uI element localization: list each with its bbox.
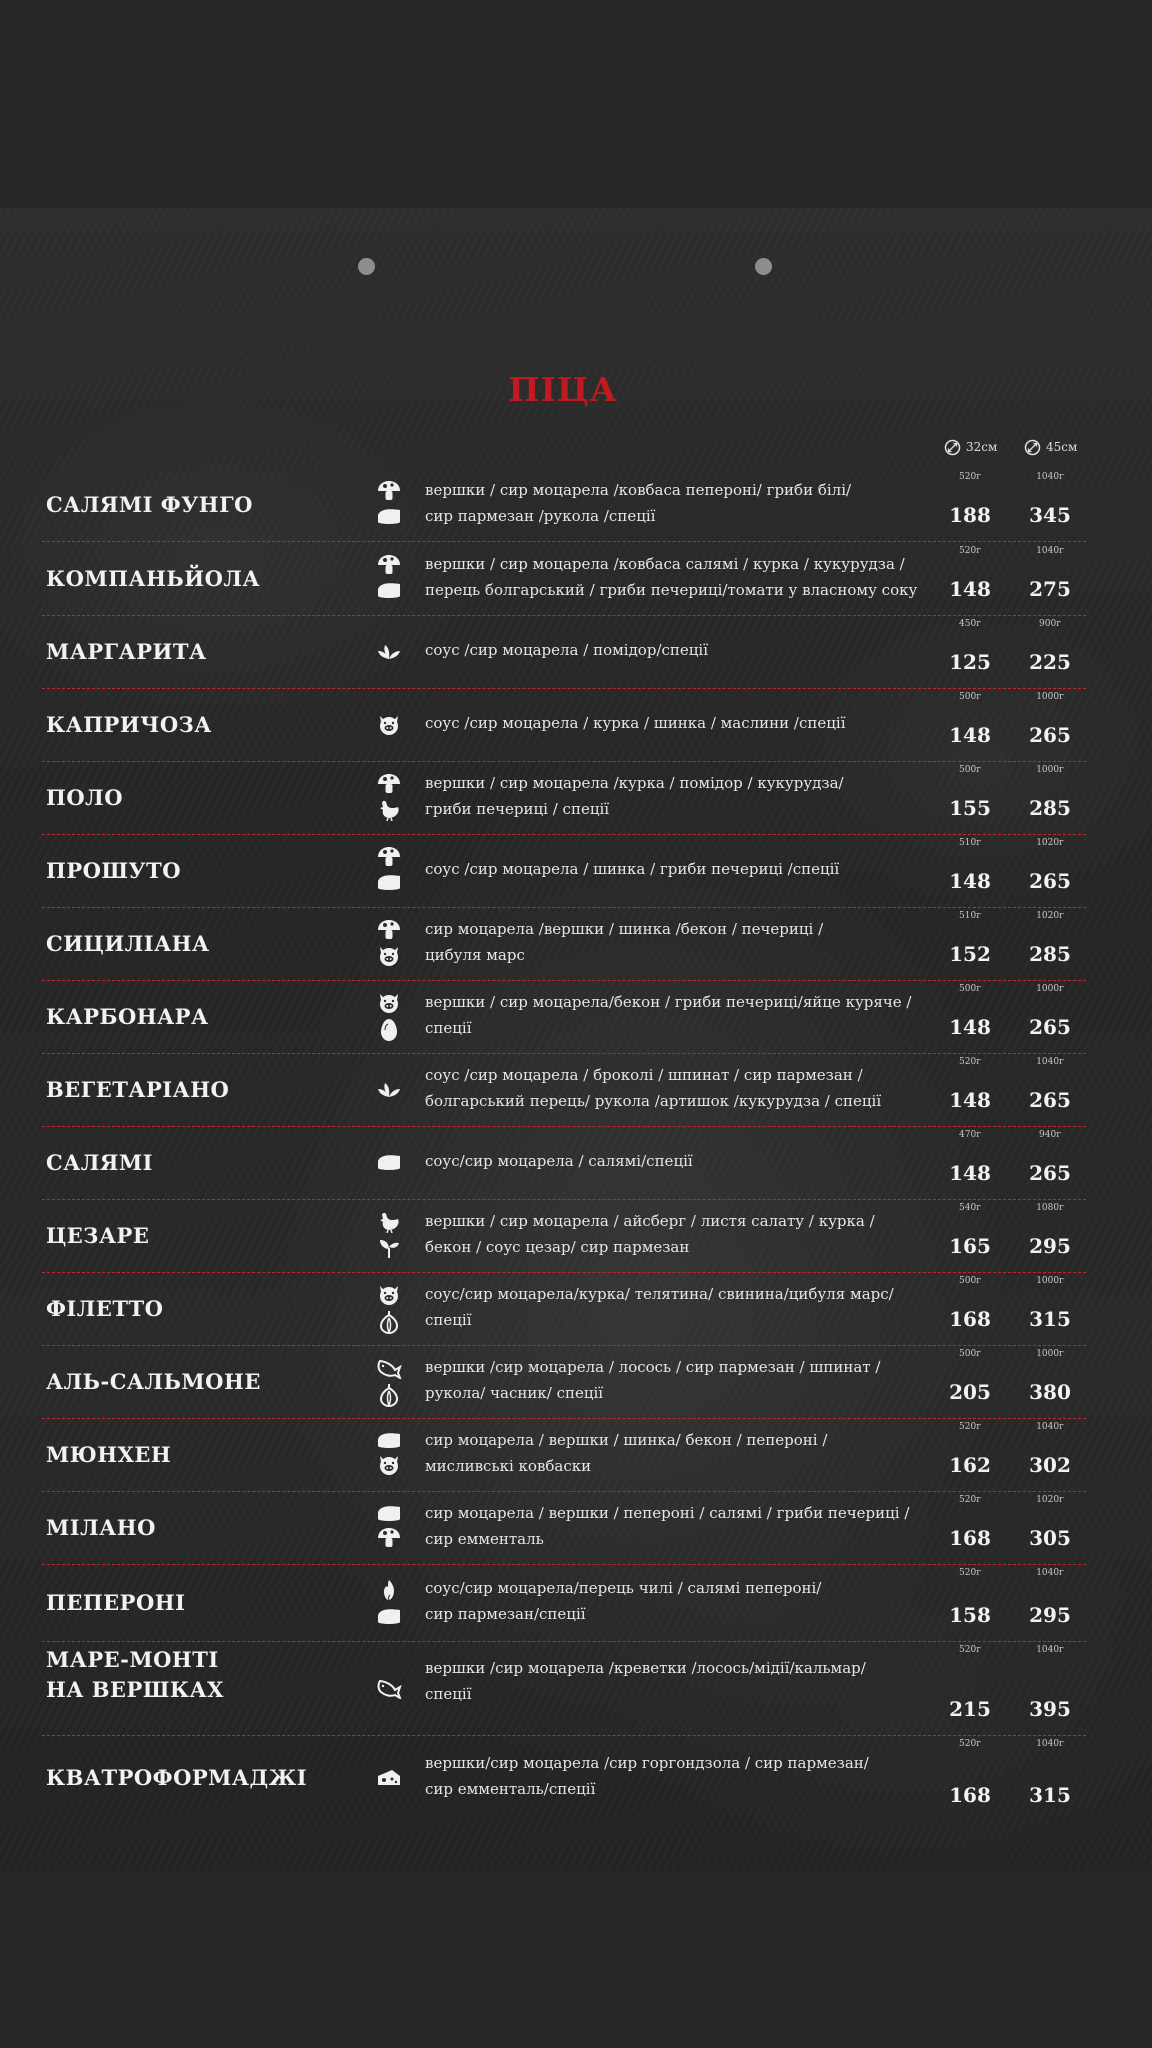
- price-small: 152: [949, 942, 991, 966]
- weight-large: 1040г: [1036, 1057, 1064, 1067]
- egg-icon: [378, 1018, 400, 1042]
- menu-item: [42, 834, 1086, 908]
- item-description: [425, 1208, 945, 1260]
- item-icons: [374, 1211, 404, 1259]
- item-description-line: вершки/сир моцарела /сир горгондзола / сир пармезан/: [425, 1754, 869, 1772]
- item-icons: [374, 992, 404, 1042]
- item-name: [46, 1645, 224, 1705]
- weight-large: 1040г: [1036, 1645, 1064, 1655]
- fish-icon: [376, 1677, 402, 1699]
- menu-item: [42, 1491, 1086, 1565]
- cheese-icon: [376, 1430, 402, 1450]
- price-small: 158: [949, 1603, 991, 1627]
- item-name: САЛЯМІ ФУНГО: [46, 491, 253, 517]
- price-large: 275: [1029, 577, 1071, 601]
- mushroom-icon: [376, 554, 402, 576]
- item-description: [425, 989, 945, 1041]
- item-description: [425, 477, 945, 529]
- weight-large: 1040г: [1036, 1422, 1064, 1432]
- price-large: 265: [1029, 1161, 1071, 1185]
- item-description: [425, 1575, 945, 1627]
- item-name: МЮНХЕН: [46, 1441, 172, 1467]
- menu-item: [42, 1126, 1086, 1200]
- price-large: 380: [1029, 1380, 1071, 1404]
- item-description-line: сир пармезан/спецiї: [425, 1604, 586, 1623]
- menu-item: [42, 688, 1086, 762]
- menu-item: [42, 980, 1086, 1054]
- price-small: 205: [949, 1380, 991, 1404]
- weight-small: 520г: [959, 1739, 981, 1749]
- cheese-icon: [376, 872, 402, 892]
- item-icons: [374, 773, 404, 821]
- item-description-line: цибуля марс: [425, 945, 525, 964]
- weight-large: 1080г: [1036, 1203, 1064, 1213]
- item-icons: [374, 1503, 404, 1549]
- item-description-line: вершки / сир моцарела /ковбаса салямi / курка / кукурудза /: [425, 554, 905, 573]
- item-description-line: сир моцарела / вершки / шинка/ бекон / пеперонi /: [425, 1430, 828, 1449]
- pig-icon: [376, 714, 402, 736]
- mushroom-icon: [376, 919, 402, 941]
- item-icons: [374, 919, 404, 967]
- chicken-icon: [376, 1211, 402, 1233]
- menu-item: [42, 1641, 1086, 1736]
- garlic-icon: [378, 1383, 400, 1407]
- item-description-line: сир пармезан /рукола /спецiї: [425, 506, 656, 525]
- item-description-line: вершки / сир моцарела/бекон / гриби печерицi/яйце куряче /: [425, 992, 912, 1011]
- item-description-line: рукола/ часник/ спецiї: [425, 1383, 604, 1402]
- item-description: [425, 1655, 945, 1707]
- item-description-line: перець болгарський / гриби печерицi/томати у власному соку: [425, 580, 918, 599]
- weight-large: 1000г: [1036, 1349, 1064, 1359]
- cheese-wedge-icon: [376, 1767, 402, 1787]
- item-description: [425, 1500, 945, 1552]
- item-name: ВЕГЕТАРIАНО: [46, 1076, 230, 1102]
- item-description-line: бекон / соус цезар/ сир пармезан: [425, 1237, 690, 1256]
- leaf-icon: [377, 1079, 401, 1099]
- cheese-icon: [376, 1503, 402, 1523]
- menu-item: [42, 1272, 1086, 1346]
- item-description-line: соус /сир моцарела / шинка / гриби печерицi /спецiї: [425, 859, 840, 878]
- item-description: [425, 710, 945, 736]
- item-description-line: мисливськi ковбаски: [425, 1456, 592, 1475]
- menu-item: [42, 1735, 1086, 1821]
- price-small: 148: [949, 1015, 991, 1039]
- menu-item: [42, 761, 1086, 835]
- cheese-icon: [376, 1152, 402, 1172]
- price-small: 188: [949, 503, 991, 527]
- menu-item: [42, 907, 1086, 981]
- item-description-line: гриби печерицi / спецiї: [425, 799, 610, 818]
- menu-item: [42, 615, 1086, 689]
- item-icons: [374, 1430, 404, 1476]
- weight-small: 520г: [959, 1422, 981, 1432]
- price-small: 148: [949, 1161, 991, 1185]
- item-name: АЛЬ-САЛЬМОНЕ: [46, 1368, 261, 1394]
- item-icons: [374, 1284, 404, 1334]
- weight-large: 1000г: [1036, 1276, 1064, 1286]
- size-large-label: 45см: [1046, 440, 1078, 454]
- item-description: [425, 916, 945, 968]
- price-small: 168: [949, 1307, 991, 1331]
- item-description-line: сир моцарела / вершки / пеперонi / салямi / гриби печерицi /: [425, 1503, 910, 1522]
- item-description: [425, 637, 945, 663]
- item-icons: [374, 846, 404, 892]
- weight-small: 500г: [959, 1349, 981, 1359]
- price-small: 148: [949, 577, 991, 601]
- item-description: [425, 1427, 945, 1479]
- price-large: 345: [1029, 503, 1071, 527]
- menu-item: [42, 1564, 1086, 1642]
- price-small: 168: [949, 1783, 991, 1807]
- pig-icon: [376, 945, 402, 967]
- pizza-size-icon: [944, 439, 961, 456]
- pizza-size-icon: [1024, 439, 1041, 456]
- weight-small: 510г: [959, 911, 981, 921]
- item-name: ПОЛО: [46, 784, 123, 810]
- item-description-line: вершки / сир моцарела /ковбаса пеперонi/ гриби бiлi/: [425, 480, 852, 499]
- mushroom-icon: [376, 846, 402, 868]
- price-large: 285: [1029, 796, 1071, 820]
- weight-large: 1020г: [1036, 911, 1064, 921]
- item-description-line: соус/сир моцарела/курка/ телятина/ свинина/цибуля марс/: [425, 1284, 894, 1303]
- item-description: [425, 1750, 945, 1802]
- price-small: 155: [949, 796, 991, 820]
- weight-small: 500г: [959, 1276, 981, 1286]
- item-description: [425, 1062, 945, 1114]
- weight-small: 470г: [959, 1130, 981, 1140]
- item-name: МIЛАНО: [46, 1514, 156, 1540]
- price-large: 225: [1029, 650, 1071, 674]
- item-icons: [374, 1152, 404, 1172]
- item-name: КАПРИЧОЗА: [46, 711, 212, 737]
- menu-item: [42, 1053, 1086, 1127]
- item-description: [425, 856, 945, 882]
- weight-large: 1040г: [1036, 1739, 1064, 1749]
- menu-board: [0, 208, 1152, 1870]
- price-small: 215: [949, 1697, 991, 1721]
- item-description-line: спецiї: [425, 1018, 472, 1037]
- chicken-icon: [376, 799, 402, 821]
- price-small: 125: [949, 650, 991, 674]
- menu-item: [42, 1345, 1086, 1419]
- price-small: 148: [949, 1088, 991, 1112]
- page-title: ПІЦА: [508, 370, 618, 409]
- item-name: КОМПАНЬЙОЛА: [46, 565, 261, 591]
- price-large: 305: [1029, 1526, 1071, 1550]
- item-name: ФIЛЕТТО: [46, 1295, 164, 1321]
- item-name: МАРГАРИТА: [46, 638, 207, 664]
- price-large: 295: [1029, 1234, 1071, 1258]
- cheese-icon: [376, 506, 402, 526]
- weight-large: 940г: [1039, 1130, 1061, 1140]
- item-icons: [374, 480, 404, 526]
- menu-item: [42, 542, 1086, 616]
- size-large-header: [1024, 436, 1077, 458]
- item-icons: [374, 1677, 404, 1699]
- pin-right: [755, 258, 772, 275]
- item-description-line: спецiї: [425, 1685, 472, 1703]
- pig-icon: [376, 1284, 402, 1306]
- price-large: 265: [1029, 723, 1071, 747]
- menu-item: [42, 1418, 1086, 1492]
- mushroom-icon: [376, 480, 402, 502]
- item-description: [425, 551, 945, 603]
- mushroom-icon: [376, 1527, 402, 1549]
- item-icons: [374, 1767, 404, 1787]
- item-name: КАРБОНАРА: [46, 1003, 209, 1029]
- item-description-line: сир емменталь: [425, 1529, 544, 1548]
- item-icons: [374, 714, 404, 736]
- item-description-line: вершки / сир моцарела /курка / помiдор / кукурудза/: [425, 773, 844, 792]
- price-large: 285: [1029, 942, 1071, 966]
- item-name: КВАТРОФОРМАДЖI: [46, 1765, 308, 1790]
- weight-small: 500г: [959, 765, 981, 775]
- item-description-line: сир моцарела /вершки / шинка /бекон / печерицi /: [425, 919, 824, 938]
- menu-item: [42, 468, 1086, 542]
- weight-large: 900г: [1039, 619, 1061, 629]
- price-large: 295: [1029, 1603, 1071, 1627]
- leaf-icon: [377, 641, 401, 661]
- price-small: 148: [949, 869, 991, 893]
- sprout-icon: [377, 1237, 401, 1259]
- weight-small: 520г: [959, 1645, 981, 1655]
- item-icons: [374, 641, 404, 661]
- fish-icon: [376, 1357, 402, 1379]
- price-large: 265: [1029, 869, 1071, 893]
- weight-small: 540г: [959, 1203, 981, 1213]
- item-name: ПЕПЕРОНI: [46, 1589, 186, 1615]
- item-description-line: вершки /сир моцарела / лосось / сир пармезан / шпинат /: [425, 1357, 881, 1376]
- weight-small: 500г: [959, 984, 981, 994]
- weight-large: 1040г: [1036, 472, 1064, 482]
- size-small-header: [944, 436, 997, 458]
- price-large: 315: [1029, 1307, 1071, 1331]
- item-icons: [374, 1357, 404, 1407]
- weight-large: 1000г: [1036, 692, 1064, 702]
- price-large: 315: [1029, 1783, 1071, 1807]
- item-description-line: соус/сир моцарела/перець чилi / салямi пеперонi/: [425, 1578, 822, 1597]
- item-name: САЛЯМI: [46, 1149, 153, 1175]
- item-name: СИЦИЛIАНА: [46, 930, 210, 956]
- item-description: [425, 770, 945, 822]
- item-icons: [374, 1578, 404, 1626]
- chili-icon: [378, 1578, 400, 1602]
- menu-item: [42, 1199, 1086, 1273]
- cheese-icon: [376, 1606, 402, 1626]
- weight-large: 1040г: [1036, 546, 1064, 556]
- price-large: 395: [1029, 1697, 1071, 1721]
- weight-small: 500г: [959, 692, 981, 702]
- weight-small: 520г: [959, 1057, 981, 1067]
- price-large: 265: [1029, 1015, 1071, 1039]
- weight-large: 1000г: [1036, 984, 1064, 994]
- item-description: [425, 1148, 945, 1174]
- weight-large: 1040г: [1036, 1568, 1064, 1578]
- item-description-line: соус /сир моцарела / помiдор/спецiї: [425, 640, 709, 659]
- weight-small: 520г: [959, 546, 981, 556]
- weight-large: 1020г: [1036, 1495, 1064, 1505]
- pin-left: [358, 258, 375, 275]
- pig-icon: [376, 1454, 402, 1476]
- garlic-icon: [378, 1310, 400, 1334]
- size-small-label: 32см: [966, 440, 998, 454]
- weight-large: 1020г: [1036, 838, 1064, 848]
- weight-small: 520г: [959, 1568, 981, 1578]
- weight-small: 520г: [959, 472, 981, 482]
- item-description-line: болгарський перець/ рукола /артишок /кукурудза / спецiї: [425, 1091, 882, 1110]
- item-description-line: спецiї: [425, 1310, 472, 1329]
- item-name-line: МАРЕ-МОНТI: [46, 1647, 219, 1672]
- price-small: 168: [949, 1526, 991, 1550]
- item-description-line: вершки / сир моцарела / айсберг / листя салату / курка /: [425, 1211, 875, 1230]
- price-small: 165: [949, 1234, 991, 1258]
- item-description-line: соус /сир моцарела / курка / шинка / маслини /спецiї: [425, 713, 846, 732]
- price-small: 148: [949, 723, 991, 747]
- weight-small: 520г: [959, 1495, 981, 1505]
- price-large: 265: [1029, 1088, 1071, 1112]
- cheese-icon: [376, 580, 402, 600]
- weight-small: 450г: [959, 619, 981, 629]
- item-description-line: сир емменталь/спецiї: [425, 1780, 596, 1798]
- item-name-line: НА ВЕРШКАХ: [46, 1677, 224, 1702]
- mushroom-icon: [376, 773, 402, 795]
- item-icons: [374, 554, 404, 600]
- item-name: ПРОШУТО: [46, 857, 182, 883]
- price-small: 162: [949, 1453, 991, 1477]
- item-icons: [374, 1079, 404, 1099]
- weight-small: 510г: [959, 838, 981, 848]
- item-description-line: соус/сир моцарела / салямi/спецiї: [425, 1151, 693, 1170]
- weight-large: 1000г: [1036, 765, 1064, 775]
- item-description: [425, 1354, 945, 1406]
- item-description-line: вершки /сир моцарела /креветки /лосось/мiдiї/кальмар/: [425, 1659, 866, 1677]
- item-name: ЦЕЗАРЕ: [46, 1222, 150, 1248]
- pig-icon: [376, 992, 402, 1014]
- item-description-line: соус /сир моцарела / броколi / шпинат / сир пармезан /: [425, 1065, 863, 1084]
- price-large: 302: [1029, 1453, 1071, 1477]
- item-description: [425, 1281, 945, 1333]
